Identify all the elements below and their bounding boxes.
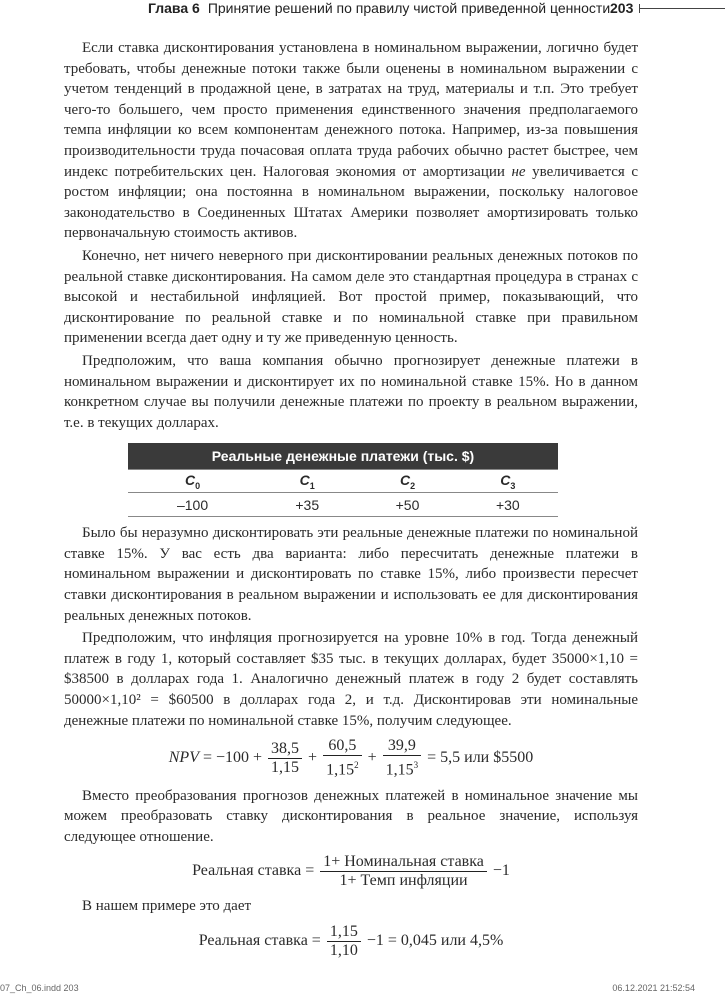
npv-term-2: $\frac{60,5}{1,15^2}$: [323, 737, 362, 779]
table-header-c2: $C_2$: [357, 470, 457, 493]
table-title: Реальные денежные платежи (тыс. $): [128, 443, 558, 470]
paragraph-5-part-b: 35000×1,10 = $38500 в долларах года 1. Аналогично денежный платеж в году 2 будет составлять 50000×1,10² = $60500 в долларах года 2, и т.д. Дисконтировав эти номинальные денежные платежи по номинальной ставке 15%, получим следующее.: [64, 650, 639, 729]
example-result: −1 = 0,045 или 4,5%: [366, 932, 504, 950]
real-rate-example: [64, 923, 638, 960]
table-header-c1: $C_1$: [257, 470, 357, 493]
npv-term-3: $\frac{39,9}{1,15^3}$: [383, 737, 422, 779]
page-body: [64, 38, 638, 966]
page-number: 203: [610, 0, 634, 16]
table-cell: –100: [128, 493, 257, 517]
table-header-c3: $C_3$: [458, 470, 558, 493]
npv-label: NPV: [168, 749, 199, 767]
npv-formula: NPV = −100 + $\frac{38,5}{1,15}$ + $\frac{60,5}{1,15^2}$ + $\frac{39,9}{1,15^3}$ = 5,5 или $5500: [168, 737, 534, 779]
table-header-c0: $C_0$: [128, 470, 257, 493]
table-cell: +30: [458, 493, 558, 517]
paragraph-2: Конечно, нет ничего неверного при дисконтировании реальных денежных потоков по реальной ставке дисконтирования. На самом деле это стандартная процедура в странах с высокой и нестабильной инфляцией. Вот простой пример, показывающий, что дисконтирование по реальной ставке и по номинальной ставке при правильном применении всегда дает одну и ту же приведенную ценность.: [64, 247, 638, 347]
real-rate-fraction: $\frac{\text{1+ Номинальная ставка}}{\text{1+ Темп инфляции}}$: [320, 853, 487, 890]
print-footer: [0, 983, 725, 999]
footer-file: 07_Ch_06.indd 203: [0, 983, 79, 993]
paragraph-6: Вместо преобразования прогнозов денежных платежей в номинальное значение мы можем преобразовать ставку дисконтирования в реальное значение, используя следующее отношение.: [64, 787, 638, 845]
table-row: [128, 493, 558, 517]
npv-start: = −100 +: [202, 749, 263, 767]
paragraph-7: В нашем примере это дает: [82, 898, 252, 915]
header-title-line: [148, 0, 610, 16]
example-fraction: $\frac{1,15}{1,10}$: [327, 923, 361, 960]
footer-timestamp: 06.12.2021 21:52:54: [612, 983, 695, 993]
table-cell: +50: [357, 493, 457, 517]
paragraph-3: Предположим, что ваша компания обычно прогнозирует денежные платежи в номинальном выражении и дисконтирует их по номинальной ставке 15%. Но в данном конкретном случае вы получили денежные платежи по проекту в реальном выражении, т.е. в текущих долларах.: [64, 352, 638, 431]
real-cash-flows-table: [128, 443, 558, 517]
paragraph-5: [64, 628, 638, 731]
running-header: [0, 0, 725, 22]
table-cell: +35: [257, 493, 357, 517]
paragraph-4: Было бы неразумно дисконтировать эти реальные денежные платежи по номинальной ставке 15%. У вас есть два варианта: либо пересчитать денежные платежи в номинальном выражении и дисконтировать по ставке 15%, либо произвести пересчет ставки дисконтирования в реальном выражении и использовать ее для дисконтирования реальных денежных потоков.: [64, 525, 638, 624]
paragraph-1-text: Если ставка дисконтирования установлена в номинальном выражении, логично будет требовать, чтобы денежные потоки также были оценены в номинальном выражении с учетом тенденций в продажной цене, в затратах на труд, материалы и т.п. Это требует чего-то большего, чем просто применения единственного значения предполагаемого темпа инфляции ко всем компонентам денежного потока. Например, из-за повышения производительности труда почасовая оплата труда рабочих обычно растет быстрее, чем индекс потребительских цен. Налоговая экономия от амортизации: [64, 40, 638, 180]
real-rate-tail: −1: [492, 862, 510, 880]
paragraph-1-rest: увеличивается с ростом инфляции; она постоянна в номинальном выражении, поскольку налоговое законодательство в Соединенных Штатах Америки позволяет амортизировать только первоначальную стоимость активов.: [64, 163, 639, 242]
npv-term-1: $\frac{38,5}{1,15}$: [268, 740, 302, 777]
real-rate-formula: [64, 853, 638, 890]
example-label: Реальная ставка =: [198, 932, 321, 950]
header-rule: [640, 8, 725, 9]
npv-result: = 5,5 или $5500: [427, 749, 534, 767]
emphasis-ne: не: [511, 163, 526, 180]
real-rate-label: Реальная ставка =: [192, 862, 315, 880]
paragraph-5-part-a: Предположим, что инфляция прогнозируется на уровне 10% в год. Тогда денежный платеж в году 1, который составляет $35 тыс. в текущих долларах, будет: [64, 630, 638, 667]
chapter-title: Принятие решений по правилу чистой приведенной ценности: [207, 0, 611, 16]
paragraph-1: [64, 38, 638, 244]
chapter-label: Глава 6: [148, 0, 200, 16]
